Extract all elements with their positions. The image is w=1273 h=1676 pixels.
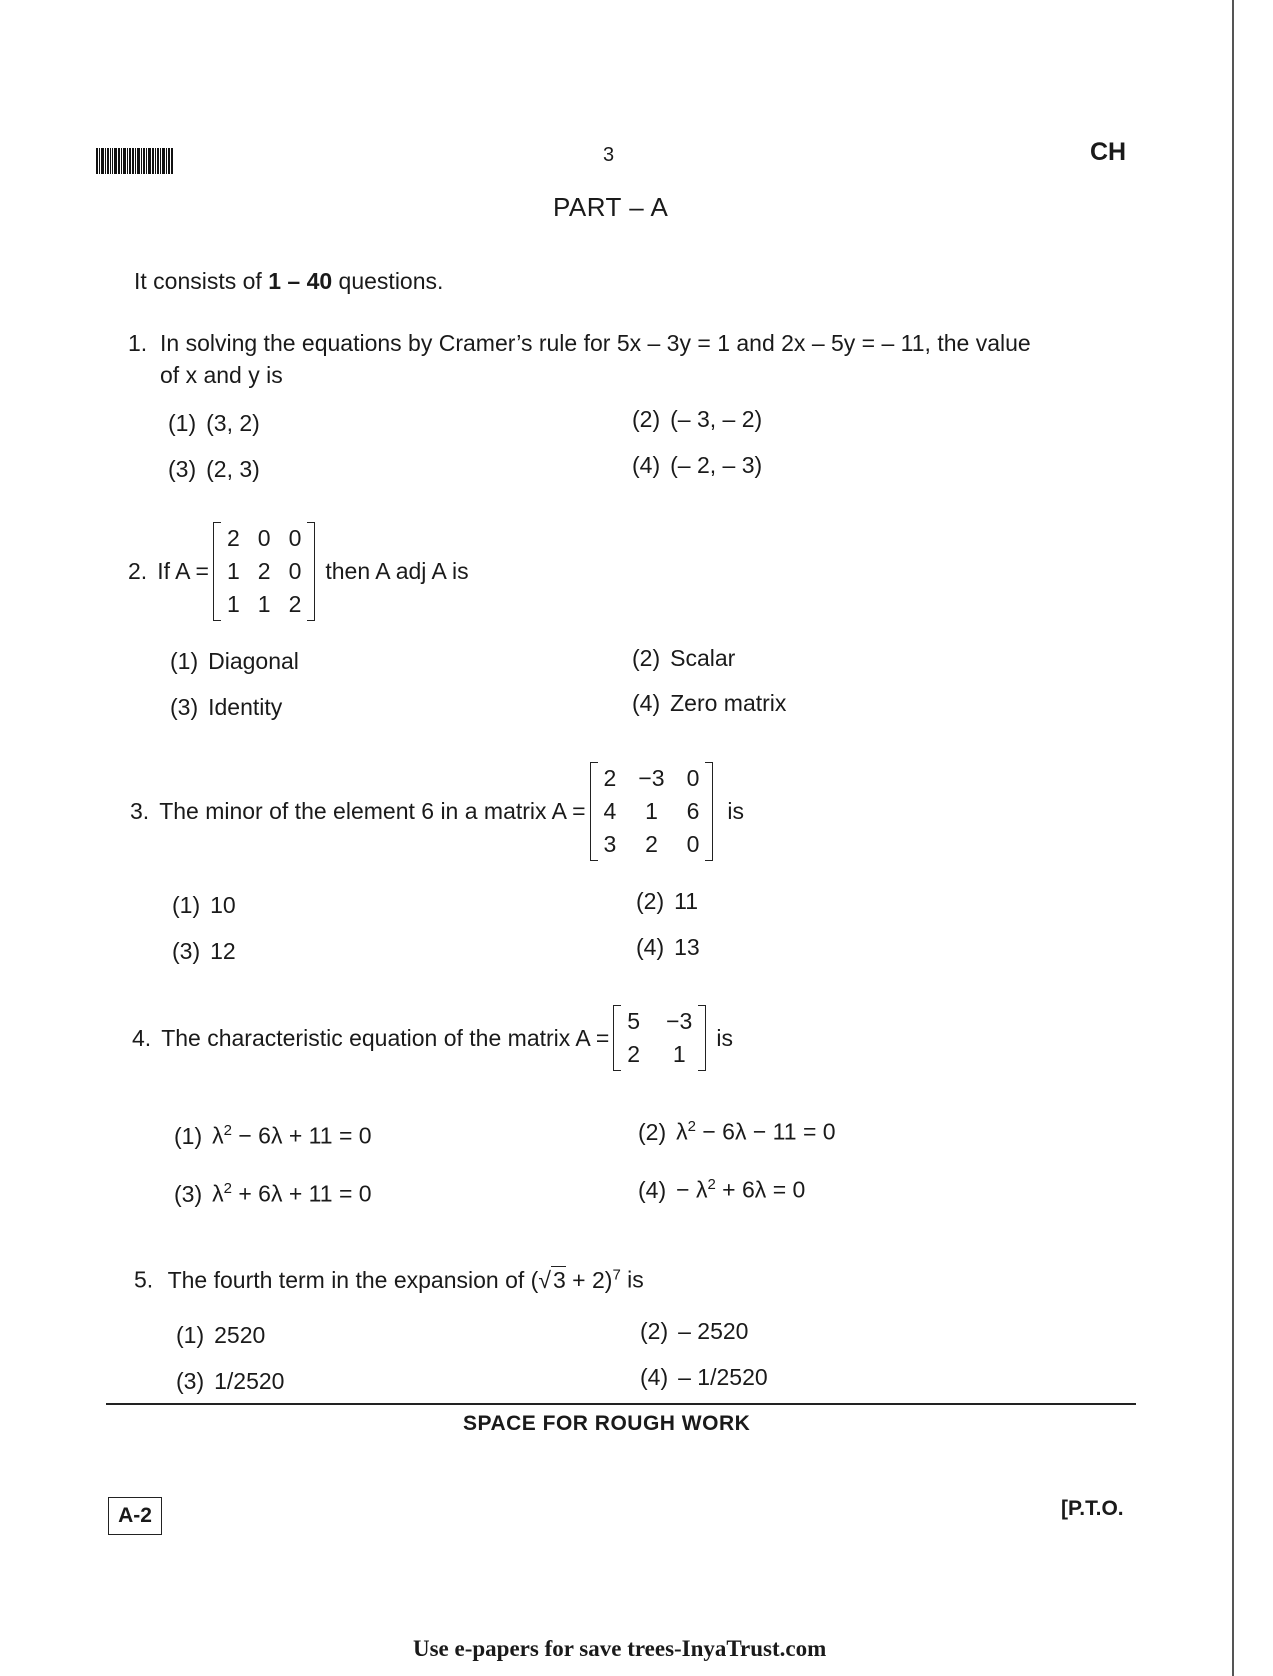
question-2-matrix [213,522,315,621]
question-4-matrix [613,1005,706,1071]
question-5-option-3: (3) 1/2520 [176,1368,285,1394]
barcode [96,148,186,174]
question-4-number: 4. [132,1024,152,1051]
question-5-text: The fourth term in the expansion of [167,1266,531,1293]
question-5-stem [134,1266,644,1294]
matrix-cell: −3 [666,1008,693,1034]
matrix-cell: −3 [638,765,665,791]
question-4-option-3: (3) $\lambda^2 + 6\lambda + 11 = 0$ [174,1180,372,1207]
question-3-option-1: (1) 10 [172,892,236,918]
matrix-cell: 2 [603,765,617,791]
question-5-number: 5. [134,1266,154,1293]
matrix-cell: 4 [603,798,617,824]
question-4-text: The characteristic equation of the matrix A = [161,1024,610,1051]
rough-work-label: SPACE FOR ROUGH WORK [463,1412,751,1435]
question-3-matrix [590,762,714,861]
question-2-option-4: (4) Zero matrix [632,690,787,716]
matrix-cell: 3 [603,831,617,857]
intro-text: It consists of 1 – 40 questions. [134,268,444,294]
matrix-cell: 0 [686,765,700,791]
question-1-option-3: (3) (2, 3) [168,456,260,482]
question-5-text-after: is [620,1266,644,1293]
question-1-option-4: (4) (– 2, – 3) [632,452,763,478]
matrix-cell: 0 [288,558,302,584]
question-2-stem [128,522,469,621]
question-3-stem [130,762,744,861]
matrix-cell: 2 [627,1041,641,1067]
part-title: PART – A [553,192,669,222]
question-5-option-2: (2) – 2520 [640,1318,749,1344]
question-3-option-2: (2) 11 [636,888,699,914]
question-4-option-4: $(4) - \lambda^2 + 6\lambda = 0$ [638,1176,806,1203]
matrix-cell: 0 [288,525,302,551]
question-5-option-1: (1) 2520 [176,1322,266,1348]
rough-work-divider [106,1403,1136,1405]
page-edge-line [1232,0,1234,1676]
footer-watermark: Use e-papers for save trees-InyaTrust.com [413,1636,827,1661]
matrix-cell: 5 [627,1008,641,1034]
question-3-option-3: (3) 12 [172,938,236,964]
question-2-text-after: then A adj A is [325,558,469,584]
page-number: 3 [603,144,615,166]
expansion-expression: $(√3 + 2)^7$ [530,1266,621,1293]
question-2-option-2: (2) Scalar [632,645,736,671]
question-2-text: If A = [157,558,209,584]
question-3-option-4: (4) 13 [636,934,700,960]
question-2-number: 2. [128,558,148,584]
matrix-cell: 2 [288,591,302,617]
matrix-cell: 2 [257,558,271,584]
matrix-cell: 0 [686,831,700,857]
pto-label: [P.T.O. [1061,1497,1124,1520]
matrix-cell: 0 [257,525,271,551]
question-1-text-cont: of x and y is [160,362,283,388]
question-4-option-1: (1) $\lambda^2 - 6\lambda + 11 = 0$ [174,1122,372,1149]
question-4-option-2: (2) $\lambda^2 - 6\lambda - 11 = 0$ [638,1118,836,1145]
question-4-stem [132,1005,733,1071]
question-1-option-1: (1) (3, 2) [168,410,260,436]
matrix-cell: 2 [645,831,658,857]
question-4-text-after: is [716,1024,733,1051]
matrix-cell: 2 [226,525,240,551]
matrix-cell: 6 [686,798,700,824]
matrix-cell: 1 [226,591,240,617]
question-3-text: The minor of the element 6 in a matrix A = [159,798,586,824]
page-id-box: A-2 [108,1497,162,1535]
question-1-number: 1. [128,330,148,356]
matrix-cell: 1 [645,798,658,824]
question-2-option-3: (3) Identity [170,694,283,720]
paper-code: CH [1090,138,1127,166]
question-1-text: In solving the equations by Cramer’s rule for 5x – 3y = 1 and 2x – 5y = – 11, the value [160,330,1031,356]
question-1-option-2: (2) (– 3, – 2) [632,406,763,432]
matrix-cell: 1 [257,591,271,617]
matrix-cell: 1 [672,1041,686,1067]
question-3-text-after: is [727,798,744,824]
question-3-number: 3. [130,798,150,824]
matrix-cell: 1 [226,558,240,584]
question-2-option-1: (1) Diagonal [170,648,299,674]
question-5-option-4: (4) – 1/2520 [640,1364,768,1390]
